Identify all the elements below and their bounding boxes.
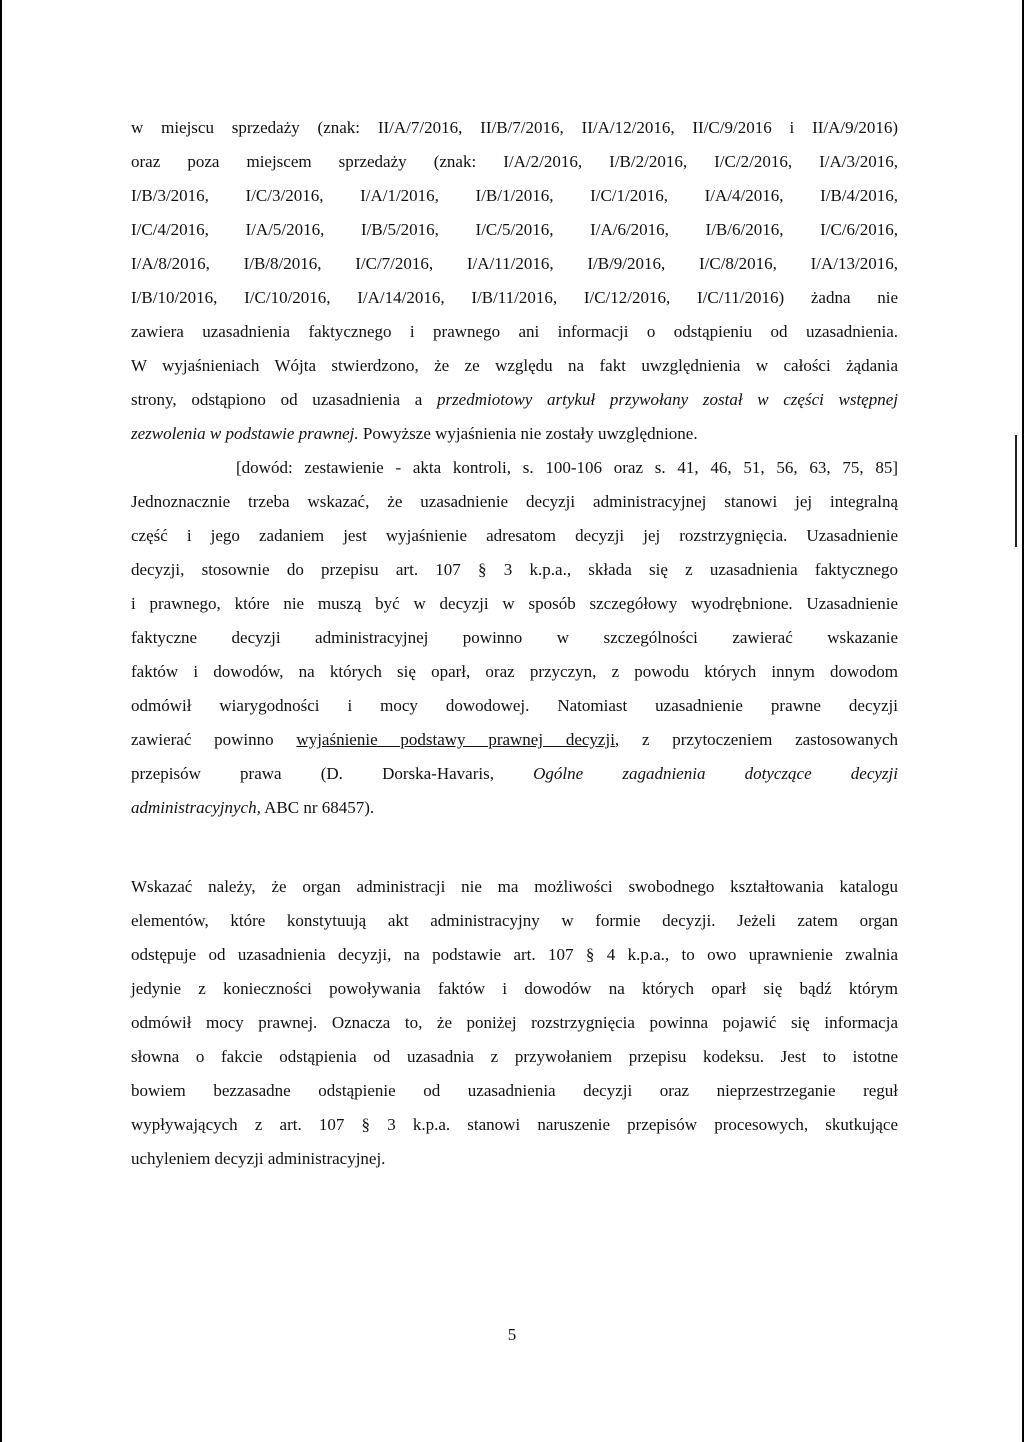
text-line: elementów, które konstytuują akt administracyjny w formie decyzji. Jeżeli zatem organ	[131, 911, 898, 930]
margin-line	[1015, 435, 1017, 547]
text-line: odmówił mocy prawnej. Oznacza to, że poniżej rozstrzygnięcia powinna pojawić się informacja	[131, 1013, 898, 1032]
evidence-reference: [dowód: zestawienie - akta kontroli, s. 100-106 oraz s. 41, 46, 51, 56, 63, 75, 85]	[236, 458, 898, 477]
paragraph-second	[131, 870, 898, 1176]
text-line: słowna o fakcie odstąpienia od uzasadnia z przywołaniem przepisu kodeksu. Jest to istotne	[131, 1047, 898, 1066]
text-line: odmówił wiarygodności i mocy dowodowej. Natomiast uzasadnienie prawne decyzji	[131, 696, 898, 715]
text-normal: Powyższe wyjaśnienia nie zostały uwzględnione.	[358, 424, 698, 443]
text-normal: przepisów prawa (D. Dorska-Havaris,	[131, 764, 534, 783]
text-line-mixed	[131, 417, 898, 451]
text-line: wypływających z art. 107 § 3 k.p.a. stanowi naruszenie przepisów procesowych, skutkujące	[131, 1115, 898, 1134]
text-normal: zawierać powinno	[131, 730, 297, 749]
text-italic: Ogólne zagadnienia dotyczące decyzji	[533, 764, 898, 783]
text-italic: przedmiotowy artykuł przywołany został w części wstępnej	[436, 390, 898, 409]
text-line: Wskazać należy, że organ administracji nie ma możliwości swobodnego kształtowania katalogu	[131, 877, 898, 896]
text-line: faktów i dowodów, na których się oparł, oraz przyczyn, z powodu których innym dowodom	[131, 662, 898, 681]
text-line: W wyjaśnieniach Wójta stwierdzono, że ze względu na fakt uwzględnienia w całości żądania	[131, 356, 898, 375]
text-line: I/A/8/2016, I/B/8/2016, I/C/7/2016, I/A/11/2016, I/B/9/2016, I/C/8/2016, I/A/13/2016,	[131, 254, 898, 273]
text-line-mixed	[131, 383, 898, 417]
text-line: jedynie z konieczności powoływania faktów i dowodów na których oparł się bądź którym	[131, 979, 898, 998]
text-line: odstępuje od uzasadnienia decyzji, na podstawie art. 107 § 4 k.p.a., to owo uprawnienie zwalnia	[131, 945, 898, 964]
text-underlined: wyjaśnienie podstawy prawnej decyzji	[296, 730, 615, 749]
text-normal: strony, odstąpiono od uzasadnienia a	[131, 390, 437, 409]
text-normal: ABC nr 68457).	[260, 798, 375, 817]
text-line: uchyleniem decyzji administracyjnej.	[131, 1149, 386, 1168]
text-line: faktyczne decyzji administracyjnej powinno w szczególności zawierać wskazanie	[131, 628, 898, 647]
text-italic: zezwolenia w podstawie prawnej.	[131, 424, 359, 443]
text-line-mixed	[131, 791, 898, 825]
text-line: I/B/10/2016, I/C/10/2016, I/A/14/2016, I/B/11/2016, I/C/12/2016, I/C/11/2016) żadna nie	[131, 288, 898, 307]
text-line: w miejscu sprzedaży (znak: II/A/7/2016, II/B/7/2016, II/A/12/2016, II/C/9/2016 i II/A/9/2016)	[131, 118, 898, 137]
text-line: I/C/4/2016, I/A/5/2016, I/B/5/2016, I/C/5/2016, I/A/6/2016, I/B/6/2016, I/C/6/2016,	[131, 220, 898, 239]
text-line: I/B/3/2016, I/C/3/2016, I/A/1/2016, I/B/1/2016, I/C/1/2016, I/A/4/2016, I/B/4/2016,	[131, 186, 898, 205]
text-italic: administracyjnych,	[131, 798, 261, 817]
text-line: bowiem bezzasadne odstąpienie od uzasadnienia decyzji oraz nieprzestrzeganie reguł	[131, 1081, 898, 1100]
text-normal: , z przytoczeniem zastosowanych	[614, 730, 898, 749]
text-line: i prawnego, które nie muszą być w decyzji w sposób szczegółowy wyodrębnione. Uzasadnienie	[131, 594, 898, 613]
text-line-mixed	[131, 723, 898, 757]
text-line: Jednoznacznie trzeba wskazać, że uzasadnienie decyzji administracyjnej stanowi jej integralną	[131, 492, 898, 511]
document-page	[2, 0, 1022, 1442]
paragraph-main	[131, 111, 898, 825]
text-line: część i jego zadaniem jest wyjaśnienie adresatom decyzji jej rozstrzygnięcia. Uzasadnienie	[131, 526, 898, 545]
page-number: 5	[507, 1325, 517, 1344]
text-line-mixed	[131, 757, 898, 791]
text-line: zawiera uzasadnienia faktycznego i prawnego ani informacji o odstąpieniu od uzasadnienia.	[131, 322, 898, 341]
text-line: oraz poza miejscem sprzedaży (znak: I/A/2/2016, I/B/2/2016, I/C/2/2016, I/A/3/2016,	[131, 152, 898, 171]
text-line: decyzji, stosownie do przepisu art. 107 § 3 k.p.a., składa się z uzasadnienia faktycznego	[131, 560, 898, 579]
